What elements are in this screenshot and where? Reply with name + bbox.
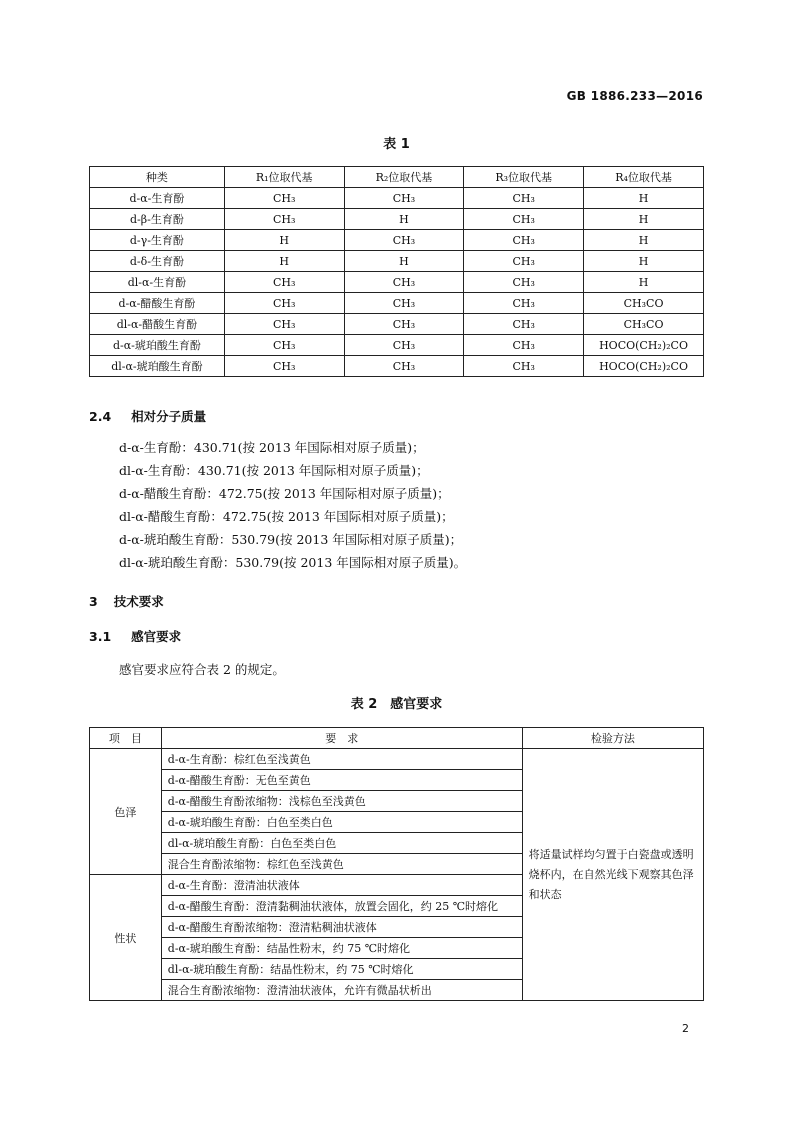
table1-header-row xyxy=(90,167,704,188)
table1-substituent-cell: CH₃ xyxy=(464,335,584,356)
table1-substituent-cell: CH₃ xyxy=(464,272,584,293)
table1-substituent-cell: CH₃ xyxy=(344,293,464,314)
table1-substituent-cell: CH₃ xyxy=(224,314,344,335)
table1-substituent-cell: H xyxy=(584,188,704,209)
table1-substituent-cell: CH₃ xyxy=(224,335,344,356)
table2-requirement-cell: d-α-生育酚：澄清油状液体 xyxy=(161,875,522,896)
table1-substituent-cell: CH₃ xyxy=(464,356,584,377)
molar-mass-line: dl-α-醋酸生育酚：472.75(按 2013 年国际相对原子质量)； xyxy=(119,509,454,524)
molar-mass-line: d-α-琥珀酸生育酚：530.79(按 2013 年国际相对原子质量)； xyxy=(119,532,463,547)
table1-header-cell: R₃位取代基 xyxy=(464,167,584,188)
table1-substituent-cell: H xyxy=(344,251,464,272)
table1-row xyxy=(90,293,704,314)
table1-substituent-cell: CH₃ xyxy=(224,272,344,293)
table2-row xyxy=(90,749,704,770)
table1-substituent-cell: CH₃ xyxy=(224,293,344,314)
table1-substituent-cell: CH₃ xyxy=(464,293,584,314)
table1-substituent-cell: H xyxy=(584,230,704,251)
table2-requirement-cell: d-α-醋酸生育酚：澄清黏稠油状液体，放置会固化，约 25 ℃时熔化 xyxy=(161,896,522,917)
table1-substituent-cell: CH₃ xyxy=(464,251,584,272)
table1-row xyxy=(90,209,704,230)
table1-header-cell: 种类 xyxy=(90,167,225,188)
table1-substituent-cell: H xyxy=(584,272,704,293)
table2-caption: 表 2 感官要求 xyxy=(350,697,443,712)
table2-requirement-cell: dl-α-琥珀酸生育酚：白色至类白色 xyxy=(161,833,522,854)
table1-substituent-cell: HOCO(CH₂)₂CO xyxy=(584,356,704,377)
section-3-1-text: 感官要求应符合表 2 的规定。 xyxy=(119,662,285,677)
table1-species-cell: dl-α-琥珀酸生育酚 xyxy=(90,356,225,377)
table1-substituent-cell: CH₃ xyxy=(224,356,344,377)
section-title: 相对分子质量 xyxy=(131,409,207,424)
table2-method-cell: 将适量试样均匀置于白瓷盘或透明烧杯内，在自然光线下观察其色泽和状态 xyxy=(522,749,703,1001)
table1-caption: 表 1 xyxy=(383,137,410,152)
table1-substituent-cell: CH₃ xyxy=(464,314,584,335)
section-number: 3 xyxy=(89,594,98,609)
table2-header-row xyxy=(90,728,704,749)
table1-substituent-cell: H xyxy=(584,209,704,230)
table1-row xyxy=(90,335,704,356)
table1-row xyxy=(90,272,704,293)
table1-substituent-cell: H xyxy=(224,251,344,272)
molar-mass-line: d-α-生育酚：430.71(按 2013 年国际相对原子质量)； xyxy=(119,440,425,455)
table1-species-cell: d-β-生育酚 xyxy=(90,209,225,230)
table2-requirement-cell: d-α-醋酸生育酚浓缩物：澄清粘稠油状液体 xyxy=(161,917,522,938)
table1 xyxy=(89,166,704,377)
table2-requirement-cell: 混合生育酚浓缩物：棕红色至浅黄色 xyxy=(161,854,522,875)
table1-substituent-cell: CH₃ xyxy=(344,314,464,335)
section-3-heading xyxy=(89,592,164,610)
table2-requirement-cell: d-α-醋酸生育酚：无色至黄色 xyxy=(161,770,522,791)
table1-row xyxy=(90,251,704,272)
table1-substituent-cell: H xyxy=(344,209,464,230)
table1-species-cell: d-α-生育酚 xyxy=(90,188,225,209)
table1-substituent-cell: CH₃ xyxy=(224,188,344,209)
table2-header-cell: 检验方法 xyxy=(522,728,703,749)
section-number: 2.4 xyxy=(89,409,112,424)
table1-species-cell: d-γ-生育酚 xyxy=(90,230,225,251)
table1-substituent-cell: H xyxy=(224,230,344,251)
molar-mass-line: dl-α-生育酚：430.71(按 2013 年国际相对原子质量)； xyxy=(119,463,429,478)
table2-header-cell: 要 求 xyxy=(161,728,522,749)
table2 xyxy=(89,727,704,1001)
table2-requirement-cell: d-α-琥珀酸生育酚：白色至类白色 xyxy=(161,812,522,833)
table1-header-cell: R₂位取代基 xyxy=(344,167,464,188)
page-number: 2 xyxy=(682,1022,689,1035)
table1-header-cell: R₁位取代基 xyxy=(224,167,344,188)
table1-row xyxy=(90,356,704,377)
table1-substituent-cell: CH₃ xyxy=(344,188,464,209)
molar-mass-line: d-α-醋酸生育酚：472.75(按 2013 年国际相对原子质量)； xyxy=(119,486,450,501)
table2-header-cell: 项 目 xyxy=(90,728,162,749)
table1-species-cell: dl-α-醋酸生育酚 xyxy=(90,314,225,335)
molar-mass-line: dl-α-琥珀酸生育酚：530.79(按 2013 年国际相对原子质量)。 xyxy=(119,555,467,570)
table2-requirement-cell: d-α-琥珀酸生育酚：结晶性粉末，约 75 ℃时熔化 xyxy=(161,938,522,959)
table1-species-cell: d-α-琥珀酸生育酚 xyxy=(90,335,225,356)
table1-substituent-cell: CH₃ xyxy=(464,188,584,209)
table2-requirement-cell: dl-α-琥珀酸生育酚：结晶性粉末，约 75 ℃时熔化 xyxy=(161,959,522,980)
table2-requirement-cell: d-α-醋酸生育酚浓缩物：浅棕色至浅黄色 xyxy=(161,791,522,812)
table1-substituent-cell: CH₃ xyxy=(344,272,464,293)
table2-requirement-cell: d-α-生育酚：棕红色至浅黄色 xyxy=(161,749,522,770)
table1-row xyxy=(90,188,704,209)
section-title: 技术要求 xyxy=(113,594,164,609)
table1-substituent-cell: CH₃ xyxy=(464,209,584,230)
table2-requirement-cell: 混合生育酚浓缩物：澄清油状液体，允许有微晶状析出 xyxy=(161,980,522,1001)
section-title: 感官要求 xyxy=(131,629,182,644)
table1-row xyxy=(90,230,704,251)
standard-number: GB 1886.233—2016 xyxy=(566,89,703,103)
table1-substituent-cell: CH₃ xyxy=(344,230,464,251)
table1-species-cell: dl-α-生育酚 xyxy=(90,272,225,293)
table1-substituent-cell: CH₃ xyxy=(344,335,464,356)
table1-species-cell: d-δ-生育酚 xyxy=(90,251,225,272)
section-3-1-heading xyxy=(89,627,181,645)
table1-substituent-cell: H xyxy=(584,251,704,272)
table1-row xyxy=(90,314,704,335)
section-2-4-heading xyxy=(89,407,206,425)
table1-substituent-cell: CH₃CO xyxy=(584,293,704,314)
section-number: 3.1 xyxy=(89,629,112,644)
table1-species-cell: d-α-醋酸生育酚 xyxy=(90,293,225,314)
table2-item-cell: 色泽 xyxy=(90,749,162,875)
table1-substituent-cell: CH₃CO xyxy=(584,314,704,335)
table1-substituent-cell: CH₃ xyxy=(344,356,464,377)
table2-item-cell: 性状 xyxy=(90,875,162,1001)
table1-substituent-cell: CH₃ xyxy=(224,209,344,230)
table1-substituent-cell: HOCO(CH₂)₂CO xyxy=(584,335,704,356)
table1-substituent-cell: CH₃ xyxy=(464,230,584,251)
table1-header-cell: R₄位取代基 xyxy=(584,167,704,188)
